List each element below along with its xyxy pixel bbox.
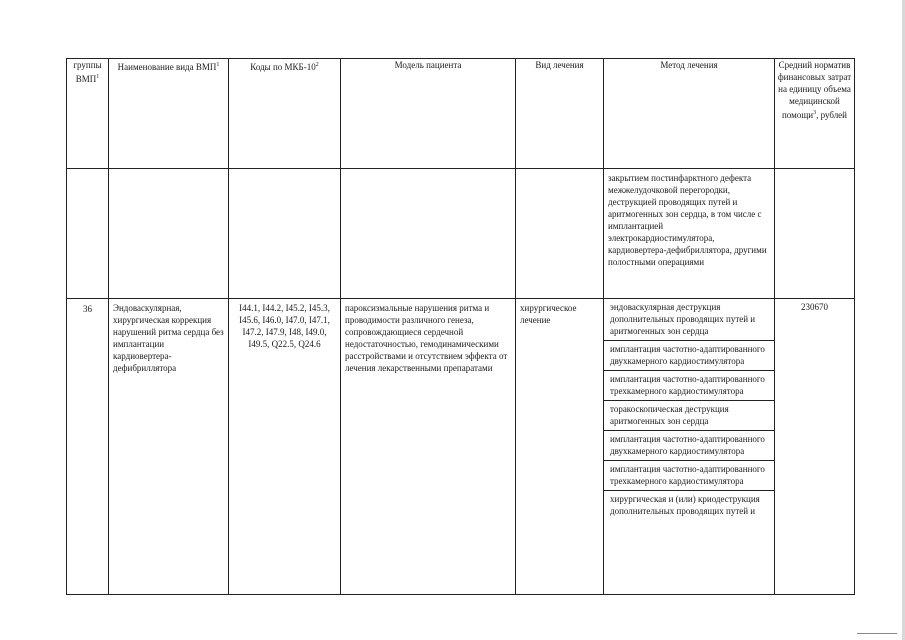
method-item: имплантация частотно-адаптированного трехкамерного кардиостимулятора	[604, 461, 774, 491]
cell-empty	[229, 169, 341, 299]
method-item: имплантация частотно-адаптированного двухкамерного кардиостимулятора	[604, 341, 774, 371]
header-avg-cost: Средний норматив финансовых затрат на единицу объема медицинской помощи$^3$, рублей	[775, 59, 855, 169]
cell-empty	[341, 169, 516, 299]
header-vmp-name: Наименование вида ВМП$^1$	[109, 59, 229, 169]
method-item: торакоскопическая деструкция аритмогенных зон сердца	[604, 401, 774, 431]
cell-method-continuation: закрытием постинфарктного дефекта межжелудочковой перегородки, деструкцией проводящих путей и аритмогенных зон сердца, в том числе с имплантацией электрокардиостимулятора, кардиовертера-дефибриллятора, другими полостными операциями	[604, 169, 775, 299]
method-item: хирургическая и (или) криодеструкция дополнительных проводящих путей и	[610, 494, 760, 516]
cell-treatment-type: хирургическое лечение	[516, 299, 604, 595]
method-item: имплантация частотно-адаптированного трехкамерного кардиостимулятора	[604, 371, 774, 401]
cell-patient-model: пароксизмальные нарушения ритма и проводимости различного генеза, сопровождающиеся сердечной недостаточностью, гемодинамическими расстройствами и отсутствием эффекта от лечения лекарственными препаратами	[341, 299, 516, 595]
cell-treatment-methods	[604, 299, 775, 595]
cell-group-number: 36	[67, 299, 109, 595]
method-item: эндоваскулярная деструкция дополнительных проводящих путей и аритмогенных зон сердца	[604, 299, 774, 341]
cell-empty	[67, 169, 109, 299]
table-header-row	[67, 59, 855, 169]
header-patient-model: Модель пациента	[341, 59, 516, 169]
header-treatment-method: Метод лечения	[604, 59, 775, 169]
cell-empty	[109, 169, 229, 299]
header-icd-codes: Коды по МКБ-$10^2$	[229, 59, 341, 169]
table-row-36	[67, 299, 855, 595]
method-item: имплантация частотно-адаптированного двухкамерного кардиостимулятора	[604, 431, 774, 461]
vmp-table	[66, 58, 855, 595]
cell-empty	[775, 169, 855, 299]
scan-mark	[857, 633, 897, 634]
header-treatment-type: Вид лечения	[516, 59, 604, 169]
cell-icd-codes: I44.1, I44.2, I45.2, I45.3, I45.6, I46.0, I47.0, I47.1, I47.2, I47.9, I48, I49.0, I49.5, Q22.5, Q24.6	[229, 299, 341, 595]
cell-vmp-name: Эндоваскулярная, хирургическая коррекция нарушений ритма сердца без имплантации кардиовертера-дефибриллятора	[109, 299, 229, 595]
header-group: группы ВМП$^1$	[67, 59, 109, 169]
cell-empty	[516, 169, 604, 299]
table-row-continuation	[67, 169, 855, 299]
cell-avg-cost: 230670	[775, 299, 855, 595]
